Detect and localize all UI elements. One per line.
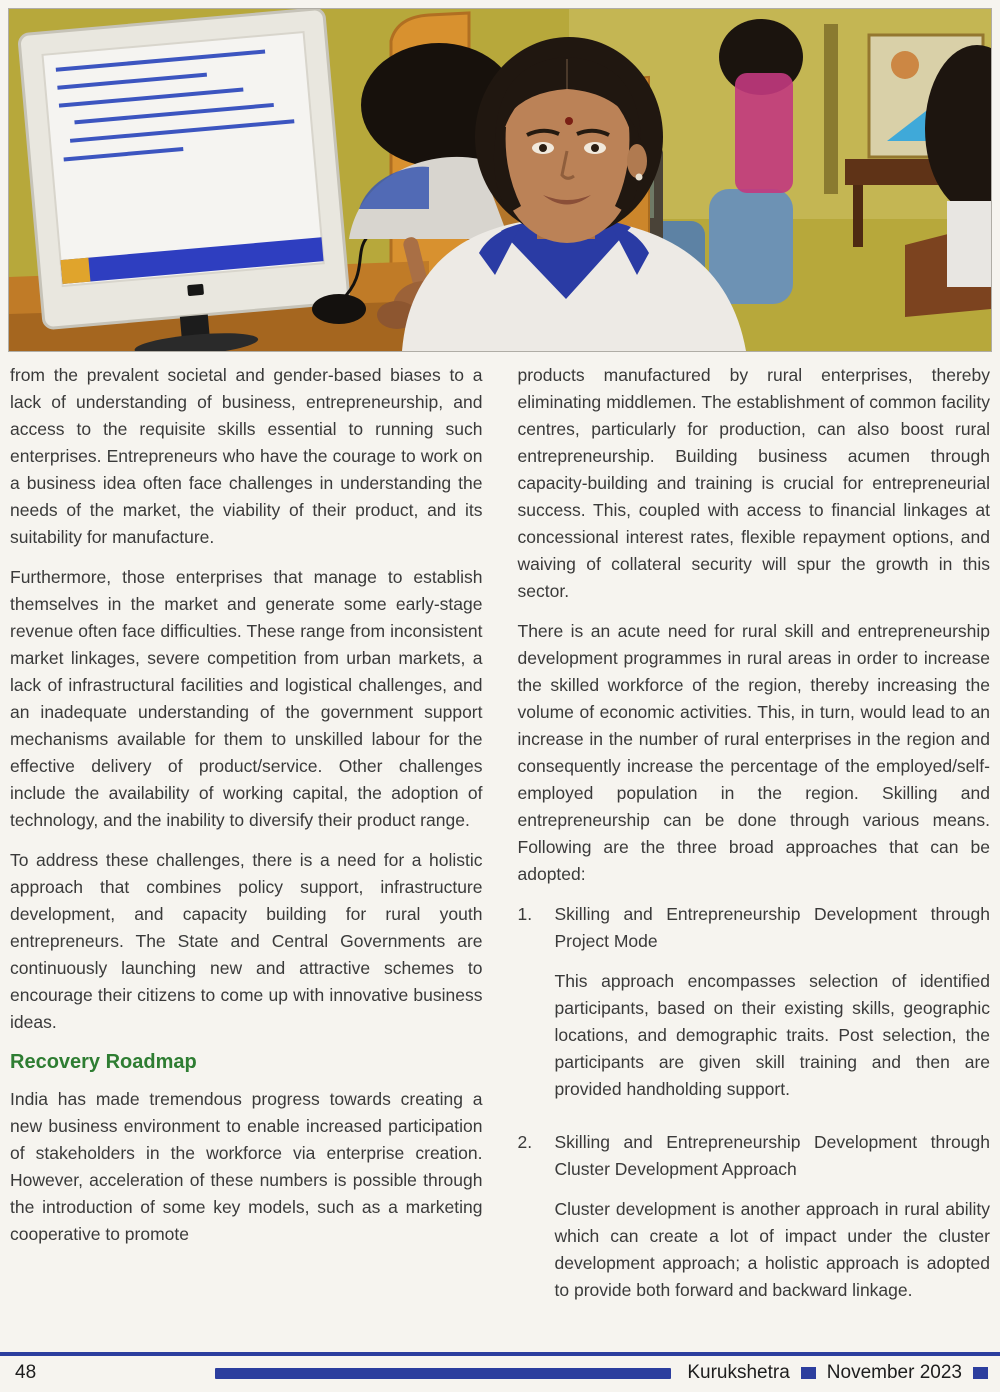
magazine-name: Kurukshetra: [687, 1362, 790, 1383]
page-number: 48: [15, 1362, 37, 1383]
list-item-body: Cluster development is another approach in rural ability which can create a lot of impact under the cluster development approach; a holistic approach is adopted to provide both forward and backward linkage.: [554, 1199, 990, 1300]
list-item-content: [555, 1129, 991, 1317]
paragraph: from the prevalent societal and gender-based biases to a lack of understanding of business, entrepreneurship, and access to the requisite skills essential to running such enterprises. Entrepreneurs who have the courage to work on a business idea often face challenges in understanding the needs of the market, the viability of their product, and its suitability for manufacture.: [10, 365, 483, 547]
issue-date: November 2023: [826, 1362, 962, 1383]
paragraph: products manufactured by rural enterprises, thereby eliminating middlemen. The establishment of common facility centres, particularly for production, can also boost rural entrepreneurship. Building business acumen through capacity-building and training is crucial for entrepreneurial success. This, coupled with access to financial linkages at concessional interest rates, flexible repayment options, and waiving of collateral security will spur the growth in this sector.: [517, 365, 990, 601]
list-item-content: [555, 901, 991, 1116]
footer-square-icon: [801, 1367, 816, 1379]
monitor-graphic: [19, 9, 353, 351]
bindi: [565, 117, 573, 125]
article-body: [10, 362, 990, 1330]
paragraph: Furthermore, those enterprises that manage to establish themselves in the market and generate some early-stage revenue often face difficulties. These range from inconsistent market linkages, severe competition from urban markets, a lack of infrastructural facilities and logistical challenges, and an inadequate understanding of the government support mechanisms available for them to unskilled labour for the effective delivery of product/service. Other challenges include the availability of working capital, the adoption of technology, and the inability to diversify their product range.: [10, 567, 483, 830]
list-number: 1.: [517, 904, 533, 924]
paragraph: There is an acute need for rural skill and entrepreneurship development programmes in rural areas in order to increase the skilled workforce of the region, thereby increasing the volume of economic activities. This, in turn, would lead to an increase in the number of rural enterprises in the region and consequently increase the percentage of the employed/self-employed population in the region. Skilling and entrepreneurship can be done through various means. Following are the three broad approaches that can be adopted:: [517, 621, 990, 884]
article-photo: [8, 8, 992, 352]
chair: [709, 189, 793, 304]
footer-bar: [215, 1368, 671, 1379]
page-footer: [0, 1352, 1000, 1392]
paragraph: To address these challenges, there is a need for a holistic approach that combines policy support, infrastructure development, and capacity building for rural youth entrepreneurs. The State and Central Governments are continuously launching new and attractive schemes to encourage their citizens to come up with innovative business ideas.: [10, 850, 483, 1032]
footer-square-icon: [973, 1367, 988, 1379]
list-item-1: [518, 901, 991, 1116]
list-item-body: This approach encompasses selection of identified participants, based on their existing skills, geographic locations, and demographic traits. Post selection, the participants are given skill training and then are provided handholding support.: [554, 971, 990, 1099]
list-number: 2.: [517, 1132, 533, 1152]
section-heading-recovery-roadmap: Recovery Roadmap: [10, 1051, 197, 1073]
list-item-title: Skilling and Entrepreneurship Development through Project Mode: [554, 904, 990, 951]
right-column: [518, 362, 991, 1330]
earring: [636, 174, 643, 181]
list-item-2: [518, 1129, 991, 1317]
paragraph: India has made tremendous progress towards creating a new business environment to enable increased participation of stakeholders in the workforce via enterprise creation. However, acceleration of these numbers is possible through the introduction of some key models, such as a marketing cooperative to promote: [10, 1089, 483, 1244]
ear: [627, 144, 647, 178]
classroom-photo-graphic: [9, 9, 991, 351]
footer-row: [0, 1356, 1000, 1392]
list-item-title: Skilling and Entrepreneurship Development through Cluster Development Approach: [554, 1132, 990, 1179]
left-column: [10, 362, 483, 1330]
